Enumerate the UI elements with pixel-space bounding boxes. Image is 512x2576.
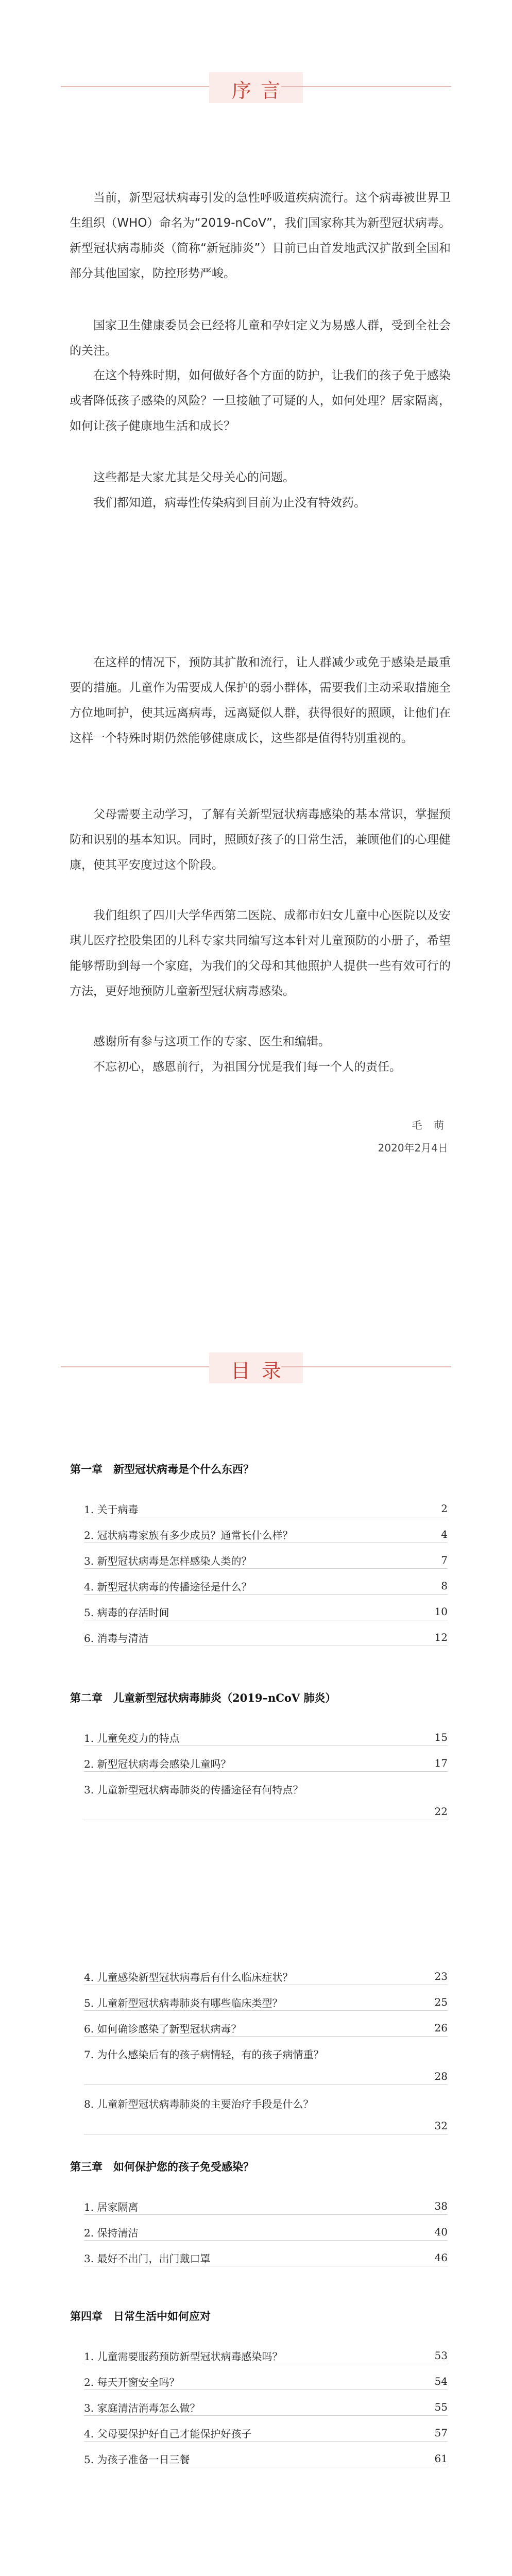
toc-entry-page: 4 bbox=[441, 1528, 448, 1540]
toc-entry-title: 1. 儿童需要服药预防新型冠状病毒感染吗？ bbox=[84, 2350, 283, 2363]
preface-paragraph: 不忘初心，感恩前行，为祖国分忧是我们每一个人的责任。 bbox=[93, 1060, 401, 1074]
toc-entry-page: 55 bbox=[434, 2401, 448, 2413]
toc-entry-title: 5. 为孩子准备一日三餐 bbox=[84, 2453, 190, 2466]
banner-rule-left bbox=[61, 1366, 231, 1367]
banner-rule-right bbox=[281, 1366, 451, 1367]
toc-entry-page: 28 bbox=[434, 2070, 448, 2082]
toc-entry-page: 7 bbox=[441, 1554, 448, 1566]
toc-entry-page: 53 bbox=[434, 2349, 448, 2362]
toc-chapter-4[interactable]: 第四章 日常生活中如何应对 bbox=[70, 2310, 211, 2323]
toc-entry-title: 3. 最好不出门，出门戴口罩 bbox=[84, 2252, 211, 2265]
toc-entry-page: 8 bbox=[441, 1580, 448, 1592]
preface-paragraph: 感谢所有参与这项工作的专家、医生和编辑。 bbox=[93, 1035, 330, 1048]
toc-entry[interactable] bbox=[84, 1572, 448, 1595]
toc-entry-page: 2 bbox=[441, 1502, 448, 1515]
preface-paragraph: 这些都是大家尤其是父母关心的问题。 bbox=[93, 471, 295, 484]
toc-entry[interactable] bbox=[84, 1750, 448, 1772]
toc-entry-page: 40 bbox=[434, 2226, 448, 2238]
toc-entry-title: 1. 关于病毒 bbox=[84, 1503, 139, 1516]
toc-entry-page: 22 bbox=[434, 1805, 448, 1818]
toc-entry-title: 5. 病毒的存活时间 bbox=[84, 1606, 169, 1619]
toc-entry-title: 1. 儿童免疫力的特点 bbox=[84, 1732, 180, 1744]
toc-entry-title: 2. 保持清洁 bbox=[84, 2227, 139, 2239]
toc-entry[interactable] bbox=[84, 2342, 448, 2364]
toc-entry[interactable] bbox=[84, 2040, 448, 2085]
toc-entry[interactable] bbox=[84, 1724, 448, 1746]
toc-entry-title: 6. 消毒与清洁 bbox=[84, 1632, 149, 1645]
toc-entry-page: 38 bbox=[434, 2200, 448, 2212]
toc-entry[interactable] bbox=[84, 1495, 448, 1517]
toc-entry-title: 3. 儿童新型冠状病毒肺炎的传播途径有何特点？ bbox=[84, 1784, 303, 1796]
toc-entry-page: 46 bbox=[434, 2251, 448, 2264]
toc-entry-title: 1. 居家隔离 bbox=[84, 2201, 139, 2213]
toc-entry[interactable] bbox=[84, 2014, 448, 2037]
toc-entry[interactable] bbox=[84, 2368, 448, 2390]
toc-entry-page: 54 bbox=[434, 2375, 448, 2387]
toc-entry[interactable] bbox=[84, 2419, 448, 2442]
toc-entry[interactable] bbox=[84, 2218, 448, 2241]
toc-entry-title: 2. 每天开窗安全吗？ bbox=[84, 2376, 180, 2388]
toc-entry[interactable] bbox=[84, 1521, 448, 1543]
preface-title: 序言 bbox=[231, 79, 289, 102]
toc-entry-page: 15 bbox=[434, 1731, 448, 1743]
toc-entry-page: 25 bbox=[434, 1996, 448, 2008]
toc-entry-title: 7. 为什么感染后有的孩子病情轻，有的孩子病情重？ bbox=[84, 2048, 324, 2061]
toc-entry-page: 26 bbox=[434, 2022, 448, 2034]
toc-entry-page: 17 bbox=[434, 1757, 448, 1769]
toc-entry-page: 12 bbox=[434, 1631, 448, 1643]
toc-entry-page: 32 bbox=[434, 2120, 448, 2132]
toc-entry[interactable] bbox=[84, 2193, 448, 2215]
preface-paragraph: 父母需要主动学习，了解有关新型冠状病毒感染的基本常识，掌握预防和识别的基本知识。同时，照顾好孩子的日常生活，兼顾他们的心理健康，使其平安度过这个阶段。 bbox=[70, 808, 451, 872]
toc-entry-title: 4. 儿童感染新型冠状病毒后有什么临床症状？ bbox=[84, 1971, 293, 1984]
toc-entry-page: 57 bbox=[434, 2427, 448, 2439]
toc-banner bbox=[0, 1352, 512, 1384]
toc-entry[interactable] bbox=[84, 2394, 448, 2416]
toc-entry[interactable] bbox=[84, 2244, 448, 2266]
toc-chapter-1[interactable]: 第一章 新型冠状病毒是个什么东西？ bbox=[70, 1463, 254, 1476]
toc-entry-title: 2. 新型冠状病毒会感染儿童吗？ bbox=[84, 1758, 231, 1770]
toc-entry[interactable] bbox=[84, 1775, 448, 1820]
toc-entry[interactable] bbox=[84, 2445, 448, 2467]
toc-entry[interactable] bbox=[84, 1963, 448, 1985]
toc-entry-page: 10 bbox=[434, 1605, 448, 1618]
toc-entry-title: 8. 儿童新型冠状病毒肺炎的主要治疗手段是什么？ bbox=[84, 2098, 314, 2110]
toc-chapter-3[interactable]: 第三章 如何保护您的孩子免受感染？ bbox=[70, 2160, 254, 2173]
toc-entry-title: 3. 新型冠状病毒是怎样感染人类的？ bbox=[84, 1555, 252, 1567]
preface-paragraph: 在这个特殊时期，如何做好各个方面的防护，让我们的孩子免于感染或者降低孩子感染的风险？一旦接触了可疑的人，如何处理？居家隔离，如何让孩子健康地生活和成长？ bbox=[70, 369, 451, 433]
toc-entry-title: 3. 家庭清洁消毒怎么做？ bbox=[84, 2402, 200, 2414]
preface-paragraph: 当前，新型冠状病毒引发的急性呼吸道疾病流行。这个病毒被世界卫生组织（WHO）命名为“2019-nCoV”，我们国家称其为新型冠状病毒。新型冠状病毒肺炎（简称“新冠肺炎”）目前已由首发地武汉扩散到全国和部分其他国家，防控形势严峻。 bbox=[70, 191, 451, 280]
toc-entry[interactable] bbox=[84, 1624, 448, 1646]
toc-entry[interactable] bbox=[84, 1547, 448, 1569]
toc-chapter-2[interactable]: 第二章 儿童新型冠状病毒肺炎（2019–nCoV 肺炎） bbox=[70, 1691, 336, 1704]
preface-signature: 毛 萌 bbox=[412, 1119, 448, 1131]
toc-entry-page: 23 bbox=[434, 1970, 448, 1982]
preface-date: 2020年2月4日 bbox=[378, 1142, 448, 1154]
preface-paragraph: 我们组织了四川大学华西第二医院、成都市妇女儿童中心医院以及安琪儿医疗控股集团的儿科专家共同编写这本针对儿童预防的小册子，希望能够帮助到每一个家庭，为我们的父母和其他照护人提供一些有效可行的方法，更好地预防儿童新型冠状病毒感染。 bbox=[70, 909, 451, 998]
toc-entry-title: 5. 儿童新型冠状病毒肺炎有哪些临床类型？ bbox=[84, 1997, 283, 2009]
toc-entry-page: 61 bbox=[434, 2452, 448, 2465]
toc-entry-title: 2. 冠状病毒家族有多少成员？通常长什么样？ bbox=[84, 1529, 293, 1541]
toc-entry-title: 4. 新型冠状病毒的传播途径是什么？ bbox=[84, 1581, 252, 1593]
preface-paragraph: 我们都知道，病毒性传染病到目前为止没有特效药。 bbox=[93, 496, 366, 510]
toc-entry-title: 6. 如何确诊感染了新型冠状病毒？ bbox=[84, 2023, 242, 2035]
preface-paragraph: 在这样的情况下，预防其扩散和流行，让人群减少或免于感染是最重要的措施。儿童作为需要成人保护的弱小群体，需要我们主动采取措施全方位地呵护，使其远离病毒，远离疑似人群，获得很好的照顾，让他们在这样一个特殊时期仍然能够健康成长，这些都是值得特别重视的。 bbox=[70, 656, 451, 745]
toc-title: 目录 bbox=[230, 1360, 293, 1382]
toc-entry[interactable] bbox=[84, 1598, 448, 1620]
toc-entry[interactable] bbox=[84, 2090, 448, 2134]
preface-paragraph: 国家卫生健康委员会已经将儿童和孕妇定义为易感人群，受到全社会的关注。 bbox=[70, 319, 451, 358]
toc-entry-title: 4. 父母要保护好自己才能保护好孩子 bbox=[84, 2428, 252, 2440]
toc-entry[interactable] bbox=[84, 1989, 448, 2011]
